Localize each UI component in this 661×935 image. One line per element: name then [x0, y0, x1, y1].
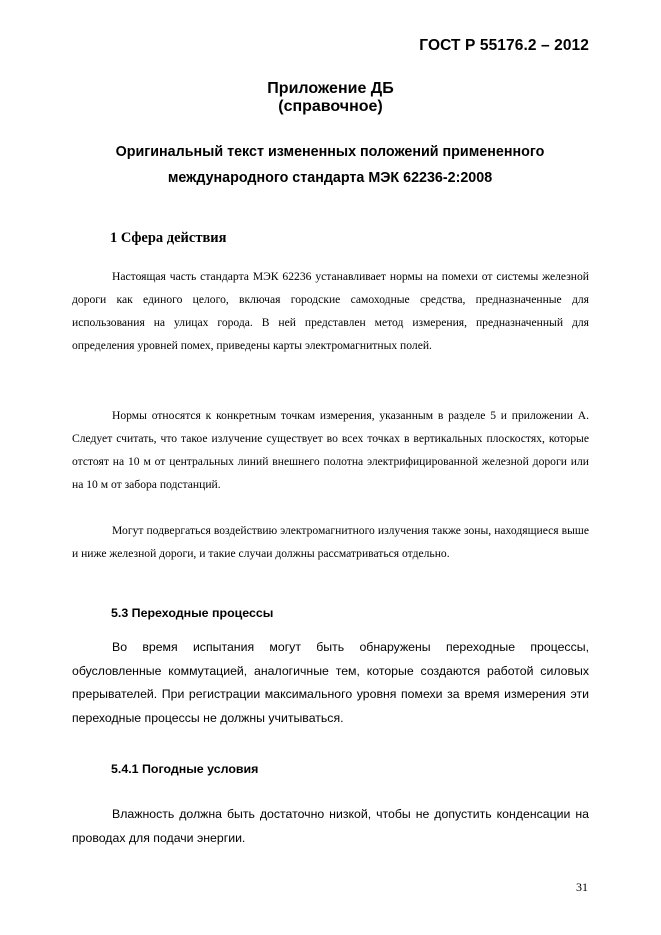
appendix-title: Приложение ДБ	[267, 80, 394, 97]
appendix-subtitle: (справочное)	[278, 98, 383, 115]
section-heading-scope: 1 Сфера действия	[110, 230, 227, 246]
document-title: Оригинальный текст измененных положений примененного международного стандарта МЭК 62236-2:2008	[115, 144, 545, 186]
page-number: 31	[576, 880, 588, 894]
paragraph-scope-1: Настоящая часть стандарта МЭК 62236 устанавливает нормы на помехи от системы железной дороги как единого целого, включая городские самоходные средства, предназначенные для использования на улицах города. В ней представлен метод измерения, предназначенный для определения уровней помех, приведены карты электромагнитных полей.	[72, 270, 589, 352]
paragraph-scope-3: Могут подвергаться воздействию электромагнитного излучения также зоны, находящиеся выше и ниже железной дороги, и такие случаи должны рассматриваться отдельно.	[72, 524, 589, 560]
paragraph-scope-2: Нормы относятся к конкретным точкам измерения, указанным в разделе 5 и приложении А. Следует считать, что такое излучение существует во всех точках в вертикальных плоскостях, которые отстоят на 10 м от центральных линий внешнего полотна электрифицированной железной дороги или на 10 м от забора подстанций.	[72, 409, 589, 491]
section-heading-transients: 5.3 Переходные процессы	[111, 606, 274, 620]
document-code: ГОСТ Р 55176.2 – 2012	[419, 37, 589, 54]
section-heading-weather: 5.4.1 Погодные условия	[111, 762, 259, 776]
paragraph-weather: Влажность должна быть достаточно низкой, чтобы не допустить конденсации на проводах для подачи энергии.	[72, 807, 589, 845]
paragraph-transients: Во время испытания могут быть обнаружены переходные процессы, обусловленные коммутацией, аналогичные тем, которые создаются работой силовых прерывателей. При регистрации максимального уровня помехи за время измерения эти переходные процессы не должны учитываться.	[72, 640, 589, 725]
